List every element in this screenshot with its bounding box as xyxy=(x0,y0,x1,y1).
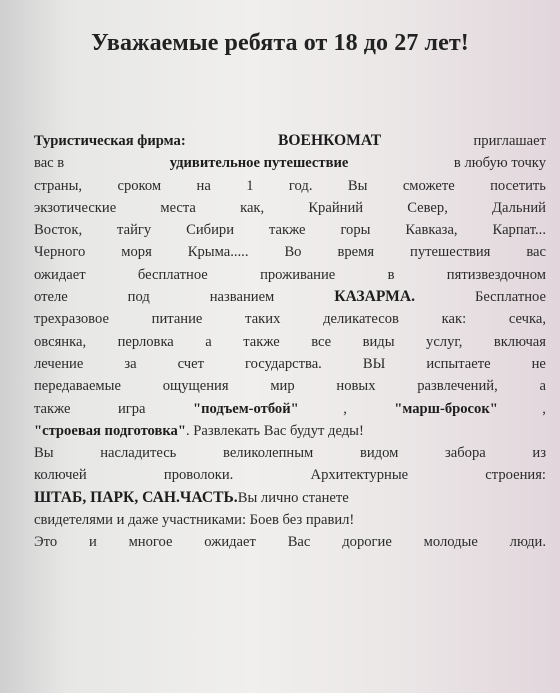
text-fragment: год. xyxy=(288,177,313,194)
text-fragment: Восток, xyxy=(34,222,83,239)
text-fragment: передаваемые xyxy=(34,378,121,395)
text-fragment: за xyxy=(124,355,137,372)
text-fragment: Вас xyxy=(287,534,311,551)
text-fragment: тайгу xyxy=(117,222,152,239)
text-fragment: в xyxy=(387,266,395,283)
text-line xyxy=(34,264,546,286)
text-line xyxy=(34,331,546,353)
bold-fragment: "марш-бросок" xyxy=(394,400,498,417)
text-fragment: трехразовое xyxy=(34,311,109,328)
notice-title: Уважаемые ребята от 18 до 27 лет! xyxy=(91,30,469,56)
notice-body xyxy=(34,130,546,554)
text-fragment: проволоки. xyxy=(163,467,234,484)
text-fragment: также xyxy=(34,400,71,417)
text-fragment: также xyxy=(243,333,280,350)
text-fragment: в любую точку xyxy=(453,155,546,172)
text-fragment: лечение xyxy=(34,355,84,372)
text-fragment: Крайний xyxy=(308,199,364,216)
text-fragment: Вы xyxy=(34,445,54,462)
text-fragment: время xyxy=(337,244,375,261)
text-fragment: люди. xyxy=(509,534,546,551)
text-fragment: места xyxy=(160,199,196,216)
text-fragment: из xyxy=(532,445,546,462)
text-fragment: молодые xyxy=(423,534,478,551)
text-line xyxy=(34,464,546,486)
text-fragment: не xyxy=(531,355,546,372)
text-fragment: игра xyxy=(117,400,146,417)
text-fragment: сможете xyxy=(402,177,455,194)
text-fragment: Сибири xyxy=(186,222,235,239)
text-fragment: а xyxy=(539,378,546,395)
text-fragment: виды xyxy=(362,333,395,350)
bold-fragment: ВОЕНКОМАТ xyxy=(278,132,382,149)
text-line xyxy=(34,487,546,509)
text-fragment: . Развлекать Вас будут деды! xyxy=(185,422,364,439)
text-fragment: Бесплатное xyxy=(474,289,546,306)
text-line xyxy=(34,420,546,442)
text-fragment: , xyxy=(542,400,546,417)
text-line xyxy=(34,531,546,553)
text-fragment: проживание xyxy=(260,266,336,283)
text-fragment: забора xyxy=(445,445,486,462)
text-fragment: моря xyxy=(121,244,152,261)
text-fragment: 1 xyxy=(246,177,254,194)
text-fragment: приглашает xyxy=(473,133,546,149)
text-fragment: испытаете xyxy=(426,355,491,372)
text-fragment: государства. xyxy=(245,355,322,372)
text-fragment: страны, xyxy=(34,177,83,194)
text-fragment: Вы xyxy=(347,177,368,194)
text-fragment: дорогие xyxy=(342,534,392,551)
text-fragment: пятизвездочном xyxy=(446,266,546,283)
text-line xyxy=(34,353,546,375)
text-fragment: под xyxy=(127,289,150,306)
text-fragment: перловка xyxy=(117,333,174,350)
text-line xyxy=(34,152,546,174)
bold-fragment: Туристическая фирма: xyxy=(34,133,186,149)
text-fragment: также xyxy=(268,222,306,239)
text-line xyxy=(34,286,546,308)
text-fragment: великолепным xyxy=(223,445,314,462)
text-fragment: включая xyxy=(493,333,546,350)
bold-fragment: удивительное путешествие xyxy=(169,155,349,172)
text-fragment: Вы лично станете xyxy=(237,489,349,506)
text-fragment: Крыма..... xyxy=(187,244,249,261)
text-line xyxy=(34,175,546,197)
text-fragment: отеле xyxy=(34,289,68,306)
text-fragment: бесплатное xyxy=(137,266,208,283)
text-line xyxy=(34,130,546,152)
text-fragment: сроком xyxy=(117,177,162,194)
text-fragment: деликатесов xyxy=(323,311,399,328)
text-fragment: ВЫ xyxy=(362,355,386,372)
text-fragment: Черного xyxy=(34,244,86,261)
text-fragment: Это xyxy=(34,534,58,551)
text-line xyxy=(34,219,546,241)
text-fragment: видом xyxy=(359,445,399,462)
text-fragment: путешествия xyxy=(410,244,491,261)
text-fragment: вас в xyxy=(34,155,65,172)
text-fragment: мир xyxy=(270,378,295,395)
bold-fragment: "подъем-отбой" xyxy=(192,400,299,417)
text-line xyxy=(34,241,546,263)
text-fragment: строения: xyxy=(485,467,546,484)
text-fragment: на xyxy=(196,177,211,194)
text-fragment: сечка, xyxy=(508,311,546,328)
text-fragment: счет xyxy=(177,355,204,372)
text-fragment: Карпат... xyxy=(492,222,546,239)
text-fragment: насладитесь xyxy=(100,445,177,462)
text-fragment: посетить xyxy=(490,177,546,194)
text-fragment: Во xyxy=(284,244,302,261)
text-fragment: названием xyxy=(209,289,275,306)
text-fragment: Дальний xyxy=(492,199,546,216)
text-line xyxy=(34,308,546,330)
text-fragment: Архитектурные xyxy=(310,467,409,484)
text-fragment: горы xyxy=(340,222,371,239)
text-line xyxy=(34,398,546,420)
text-line xyxy=(34,442,546,464)
text-fragment: вас xyxy=(526,244,546,261)
text-fragment: Кавказа, xyxy=(405,222,458,239)
text-fragment: развлечений, xyxy=(417,378,498,395)
bold-fragment: ШТАБ, ПАРК, САН.ЧАСТЬ. xyxy=(34,488,238,506)
text-fragment: экзотические xyxy=(34,199,117,216)
text-fragment: колючей xyxy=(34,467,87,484)
text-fragment: многое xyxy=(128,534,173,551)
bold-fragment: "строевая подготовка" xyxy=(34,422,186,439)
text-fragment: новых xyxy=(336,378,376,395)
text-fragment: питание xyxy=(151,311,203,328)
text-fragment: и xyxy=(88,534,97,551)
bold-fragment: КАЗАРМА. xyxy=(334,288,416,306)
text-fragment: все xyxy=(311,333,332,350)
text-fragment: , xyxy=(343,400,347,417)
text-line xyxy=(34,375,546,397)
text-fragment: а xyxy=(205,333,212,350)
text-line xyxy=(34,509,546,531)
text-fragment: свидетелями и даже участниками: Боев без правил! xyxy=(34,512,355,529)
text-fragment: ожидает xyxy=(34,266,86,283)
text-fragment: как: xyxy=(441,311,467,328)
text-line xyxy=(34,197,546,219)
text-fragment: таких xyxy=(245,311,281,328)
text-fragment: услуг, xyxy=(426,333,463,350)
text-fragment: как, xyxy=(240,199,265,216)
text-fragment: ожидает xyxy=(204,534,256,551)
text-fragment: ощущения xyxy=(162,378,229,395)
text-fragment: овсянка, xyxy=(34,333,87,350)
text-fragment: Север, xyxy=(407,199,448,216)
